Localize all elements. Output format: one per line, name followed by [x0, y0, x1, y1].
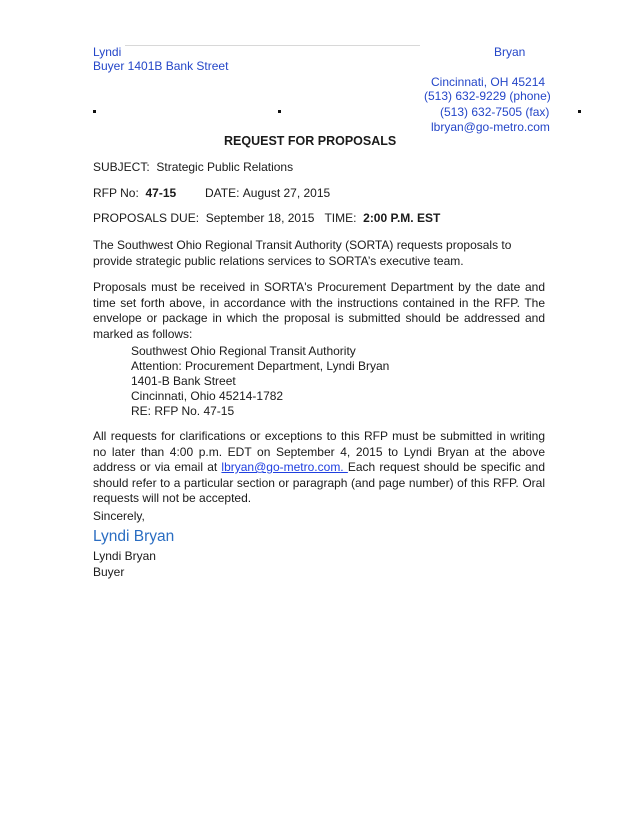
mailing-address-line: Southwest Ohio Regional Transit Authority — [131, 344, 356, 358]
signer-name: Lyndi Bryan — [93, 549, 156, 563]
signer-title: Buyer — [93, 565, 125, 579]
letterhead-email: lbryan@go-metro.com — [431, 120, 550, 134]
clarification-paragraph — [93, 429, 545, 507]
date-label: DATE: — [205, 186, 240, 200]
mailing-address-line: RE: RFP No. 47-15 — [131, 404, 235, 418]
bullet-dot-icon — [578, 110, 581, 113]
rfp-number: 47-15 — [145, 186, 177, 200]
clarification-text: All requests for clarifications or exceptions to this RFP must be submitted in writing no later than 4:00 p.m. EDT on September 4, 2015 to Lyndi Bryan at the above address or via email at — [93, 429, 545, 474]
document-heading: REQUEST FOR PROPOSALS — [224, 134, 397, 148]
signature: Lyndi Bryan — [93, 528, 175, 545]
bullet-dot-icon — [93, 110, 96, 113]
letterhead-divider — [125, 45, 420, 46]
subject-value: Strategic Public Relations — [156, 160, 294, 174]
mailing-address-line: Cincinnati, Ohio 45214-1782 — [131, 389, 284, 403]
letterhead-city: Cincinnati, OH 45214 — [431, 75, 546, 89]
due-time: 2:00 P.M. EST — [363, 211, 441, 225]
email-link[interactable]: lbryan@go-metro.com. — [221, 460, 348, 474]
time-label: TIME: — [324, 211, 357, 225]
submission-paragraph: Proposals must be received in SORTA's Procurement Department by the date and time set forth above, in accordance with the instructions contained in the RFP. The envelope or package in which the proposal is submitted should be addressed and marked as follows: — [93, 280, 545, 341]
intro-paragraph: The Southwest Ohio Regional Transit Authority (SORTA) requests proposals to provide strategic public relations services to SORTA’s executive team. — [93, 238, 512, 268]
letterhead-phone: (513) 632-9229 (phone) — [424, 89, 551, 103]
letterhead-title-address: Buyer 1401B Bank Street — [93, 59, 229, 73]
subject-line — [93, 160, 293, 175]
date-value: August 27, 2015 — [242, 186, 331, 200]
letterhead-first-name: Lyndi — [93, 45, 122, 59]
mailing-address-line: 1401-B Bank Street — [131, 374, 236, 388]
date-line — [205, 186, 330, 201]
proposals-due-line — [93, 211, 440, 226]
due-label: PROPOSALS DUE: — [93, 211, 200, 225]
bullet-dot-icon — [278, 110, 281, 113]
letterhead-fax: (513) 632-7505 (fax) — [440, 105, 550, 119]
rfp-line — [93, 186, 176, 201]
rfp-label: RFP No: — [93, 186, 139, 200]
mailing-address-line: Attention: Procurement Department, Lyndi Bryan — [131, 359, 390, 373]
clarification-text-end: Each request should be specific and should refer to a particular section or paragraph (and page number) of this RFP. Oral requests will not be accepted. — [93, 460, 546, 505]
closing: Sincerely, — [93, 509, 145, 523]
subject-label: SUBJECT: — [93, 160, 150, 174]
due-date: September 18, 2015 — [205, 211, 315, 225]
letterhead-last-name: Bryan — [494, 45, 526, 59]
